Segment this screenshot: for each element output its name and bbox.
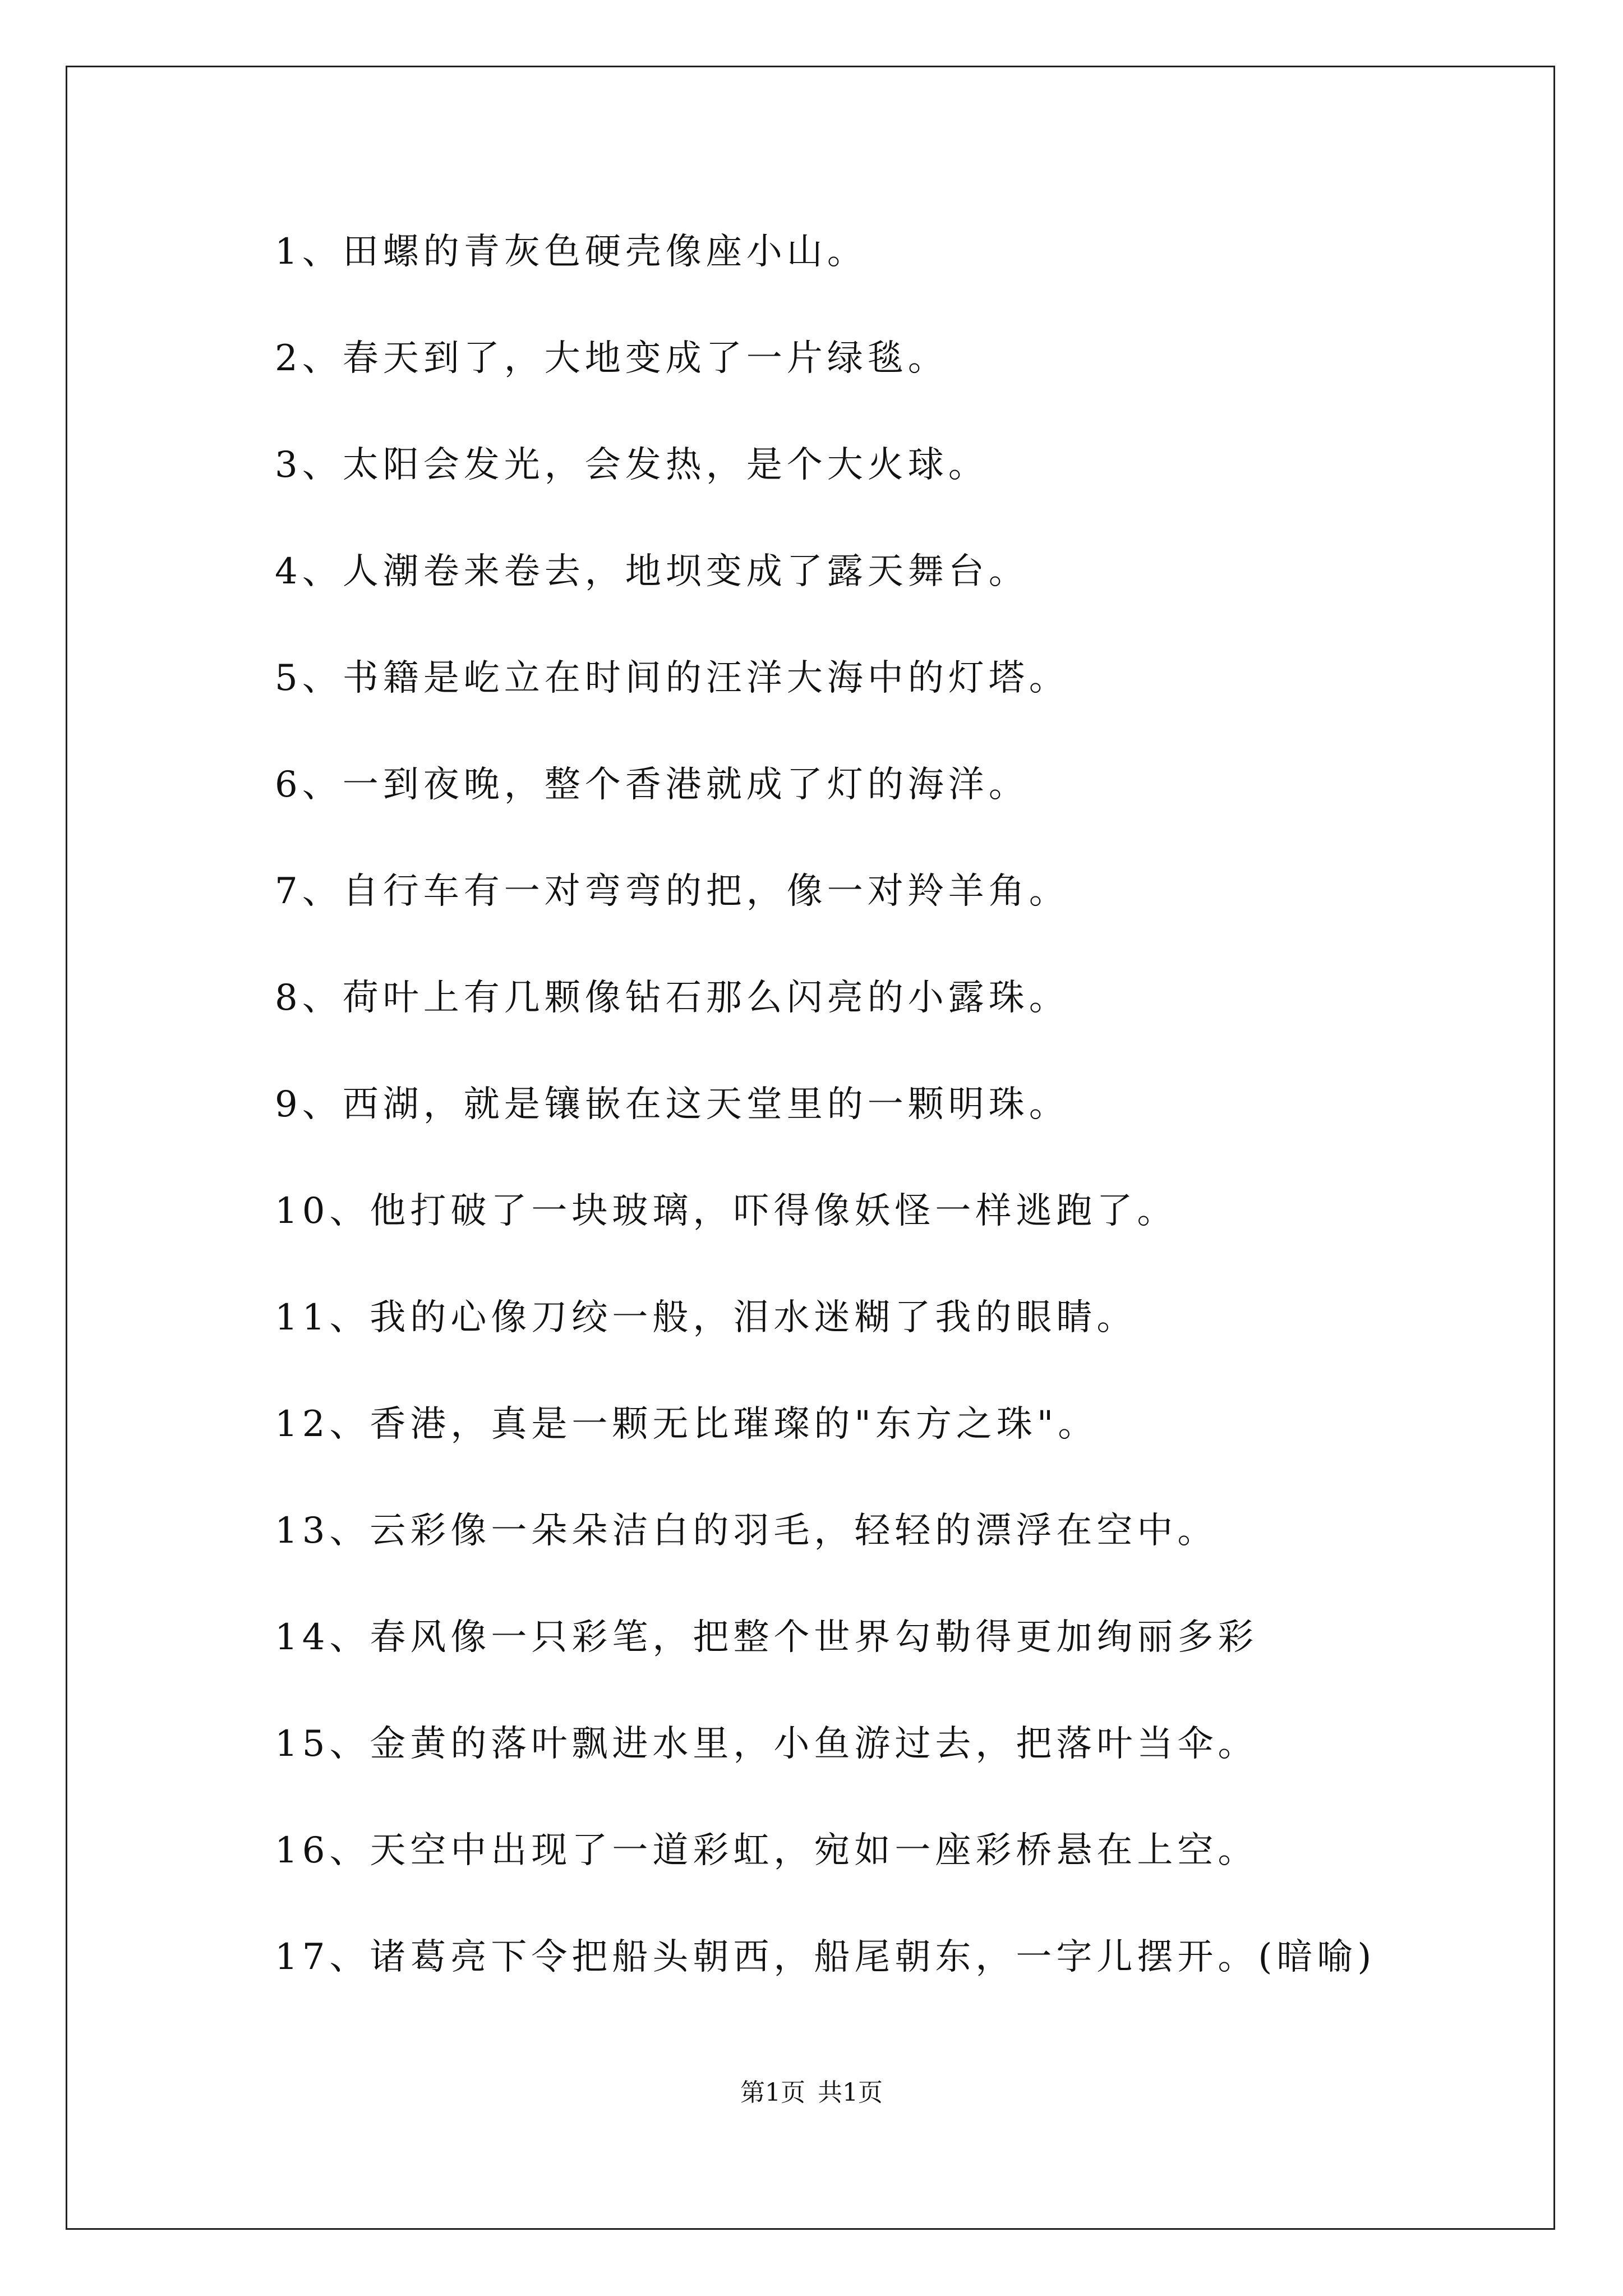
sentence-line: 14、春风像一只彩笔，把整个世界勾勒得更加绚丽多彩 (275, 1617, 1258, 1658)
sentence-line: 16、天空中出现了一道彩虹，宛如一座彩桥悬在上空。 (275, 1830, 1258, 1871)
sentence-line: 13、云彩像一朵朵洁白的羽毛，轻轻的漂浮在空中。 (275, 1510, 1218, 1552)
sentence-line: 8、荷叶上有几颗像钻石那么闪亮的小露珠。 (275, 977, 1069, 1019)
sentence-line: 7、自行车有一对弯弯的把，像一对羚羊角。 (275, 871, 1069, 912)
sentence-line: 15、金黄的落叶飘进水里，小鱼游过去，把落叶当伞。 (275, 1723, 1258, 1765)
sentence-line: 4、人潮卷来卷去，地坝变成了露天舞台。 (275, 551, 1029, 592)
sentence-line: 12、香港，真是一颗无比璀璨的"东方之珠"。 (275, 1404, 1099, 1445)
sentence-line: 6、一到夜晚，整个香港就成了灯的海洋。 (275, 764, 1029, 806)
sentence-line: 5、书籍是屹立在时间的汪洋大海中的灯塔。 (275, 657, 1069, 699)
sentence-line: 1、田螺的青灰色硬壳像座小山。 (275, 231, 868, 273)
sentence-line: 11、我的心像刀绞一般，泪水迷糊了我的眼睛。 (275, 1297, 1137, 1338)
sentence-list (275, 227, 1509, 2039)
sentence-line: 2、春天到了，大地变成了一片绿毯。 (275, 338, 948, 379)
page-footer: 第1页 共1页 (740, 2078, 883, 2107)
sentence-line: 17、诸葛亮下令把船头朝西，船尾朝东，一字儿摆开。(暗喻) (275, 1936, 1376, 1978)
sentence-line: 9、西湖，就是镶嵌在这天堂里的一颗明珠。 (275, 1084, 1069, 1125)
sentence-line: 10、他打破了一块玻璃，吓得像妖怪一样逃跑了。 (275, 1190, 1178, 1232)
sentence-line: 3、太阳会发光，会发热，是个大火球。 (275, 444, 989, 486)
